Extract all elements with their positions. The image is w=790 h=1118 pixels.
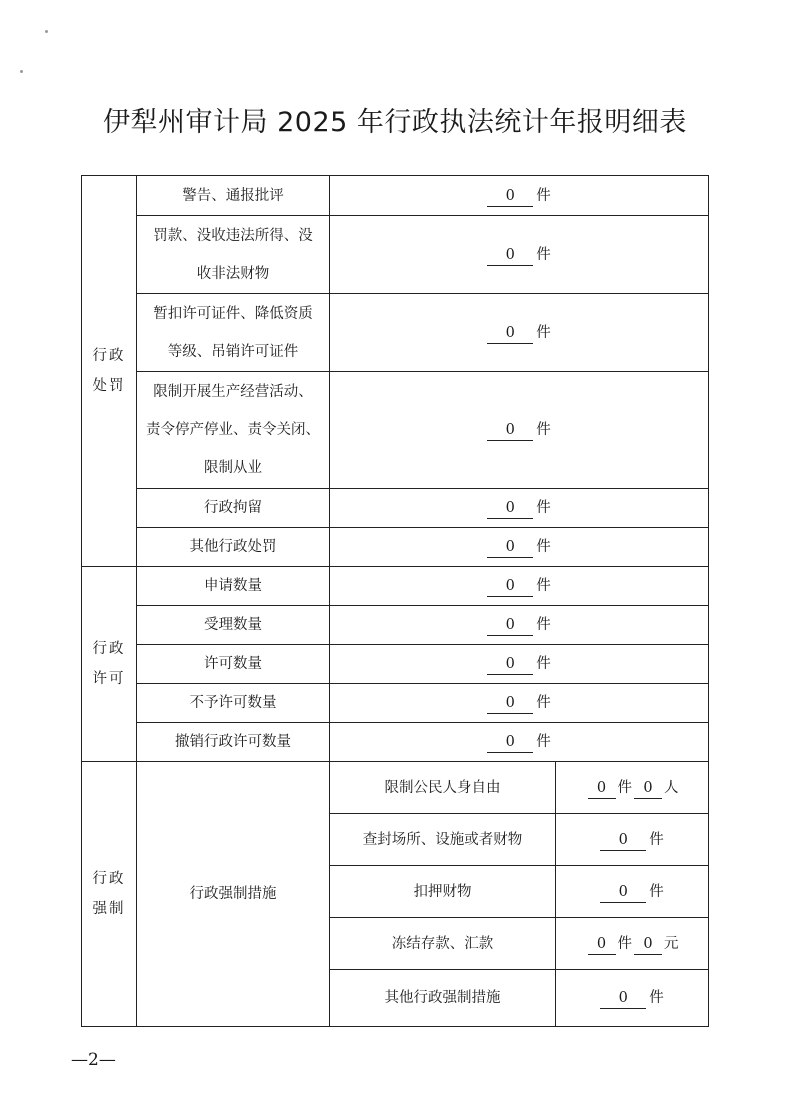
page-number: —2— bbox=[71, 1050, 116, 1070]
item-value: 0 件 bbox=[330, 528, 709, 567]
page-title: 伊犁州审计局 2025 年行政执法统计年报明细表 bbox=[103, 107, 687, 138]
table-row bbox=[82, 684, 709, 723]
item-value: 0 件 bbox=[330, 176, 709, 216]
item-value: 0 件 bbox=[330, 606, 709, 645]
item-value: 0 件 bbox=[330, 645, 709, 684]
table-row bbox=[82, 294, 709, 372]
table-row bbox=[82, 176, 709, 216]
item-value: 0 件 bbox=[556, 814, 709, 866]
item-label: 受理数量 bbox=[137, 606, 330, 645]
item-value: 0 件 0 元 bbox=[556, 918, 709, 970]
table-row bbox=[82, 723, 709, 762]
measure-label: 行政强制措施 bbox=[137, 762, 330, 1027]
table-row bbox=[82, 528, 709, 567]
item-value: 0 件 bbox=[330, 684, 709, 723]
item-label: 限制公民人身自由 bbox=[330, 762, 556, 814]
table-row bbox=[82, 645, 709, 684]
item-value: 0 件 bbox=[330, 372, 709, 489]
category-label: 许可 bbox=[92, 671, 126, 687]
category-label: 行政 bbox=[92, 871, 126, 887]
item-label: 暂扣许可证件、降低资质 等级、吊销许可证件 bbox=[137, 294, 330, 372]
item-value: 0 件 bbox=[330, 567, 709, 606]
item-label: 警告、通报批评 bbox=[137, 176, 330, 216]
statistics-table bbox=[81, 175, 709, 1027]
item-label: 行政拘留 bbox=[137, 489, 330, 528]
item-value: 0 件 0 人 bbox=[556, 762, 709, 814]
category-penalty bbox=[82, 176, 137, 567]
table-row bbox=[82, 489, 709, 528]
category-label: 行政 bbox=[92, 641, 126, 657]
item-label: 不予许可数量 bbox=[137, 684, 330, 723]
item-label: 撤销行政许可数量 bbox=[137, 723, 330, 762]
table-row bbox=[82, 762, 709, 814]
item-value: 0 件 bbox=[330, 294, 709, 372]
category-label: 处罚 bbox=[92, 378, 126, 394]
scan-speck bbox=[20, 70, 23, 73]
category-license bbox=[82, 567, 137, 762]
item-value: 0 件 bbox=[556, 866, 709, 918]
item-value: 0 件 bbox=[330, 216, 709, 294]
scan-speck bbox=[45, 30, 48, 33]
item-label: 查封场所、设施或者财物 bbox=[330, 814, 556, 866]
item-value: 0 件 bbox=[330, 489, 709, 528]
category-label: 行政 bbox=[92, 348, 126, 364]
table-row bbox=[82, 567, 709, 606]
item-label: 罚款、没收违法所得、没 收非法财物 bbox=[137, 216, 330, 294]
category-label: 强制 bbox=[92, 901, 126, 917]
item-label: 限制开展生产经营活动、 责令停产停业、责令关闭、 限制从业 bbox=[137, 372, 330, 489]
table-row bbox=[82, 606, 709, 645]
table-row bbox=[82, 372, 709, 489]
item-label: 许可数量 bbox=[137, 645, 330, 684]
item-label: 冻结存款、汇款 bbox=[330, 918, 556, 970]
item-label: 其他行政强制措施 bbox=[330, 970, 556, 1027]
item-value: 0 件 bbox=[330, 723, 709, 762]
category-enforcement bbox=[82, 762, 137, 1027]
item-label: 扣押财物 bbox=[330, 866, 556, 918]
table-row bbox=[82, 216, 709, 294]
item-label: 其他行政处罚 bbox=[137, 528, 330, 567]
item-value: 0 件 bbox=[556, 970, 709, 1027]
item-label: 申请数量 bbox=[137, 567, 330, 606]
